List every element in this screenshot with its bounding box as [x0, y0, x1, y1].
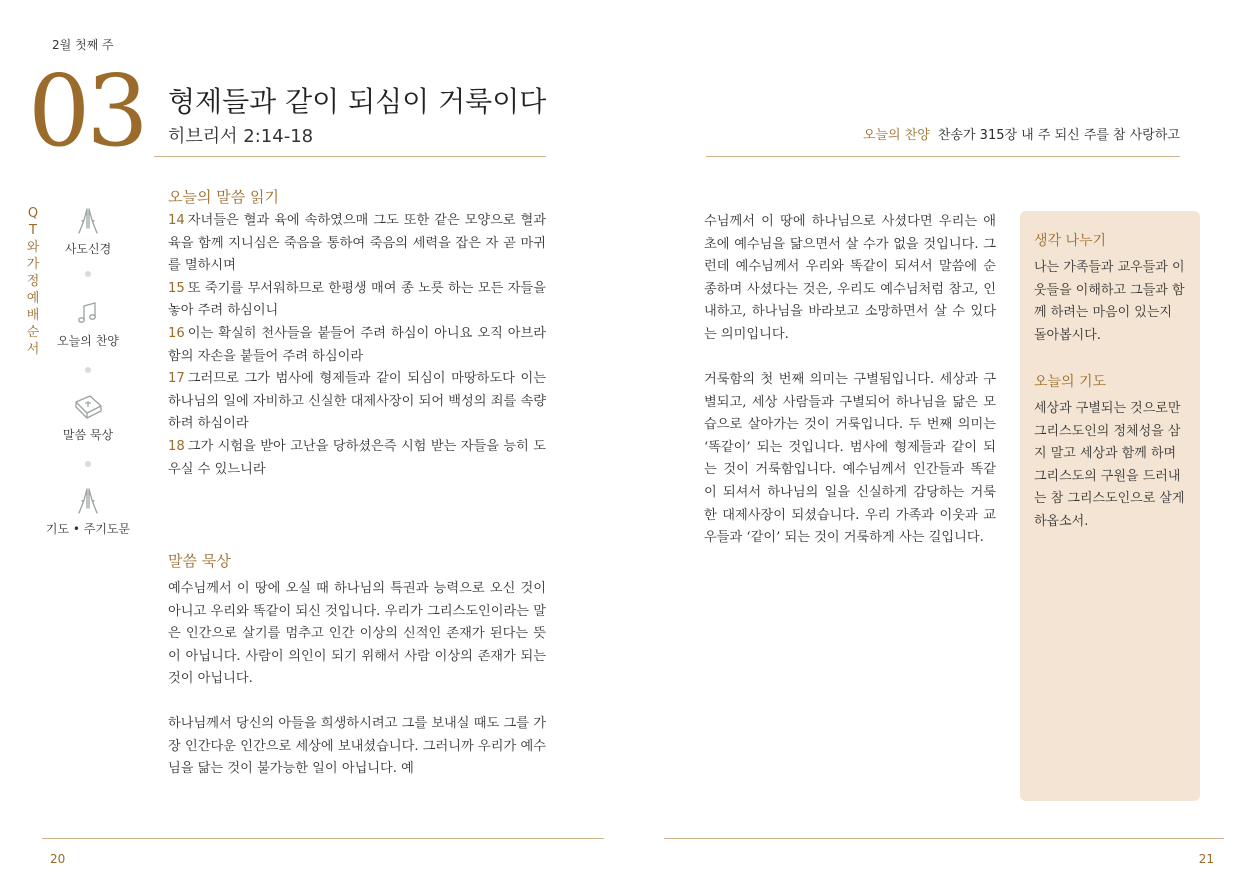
verse-text: 그가 시험을 받아 고난을 당하셨은즉 시험 받는 자들을 능히 도우실 수 있느니라 [168, 438, 546, 477]
share-heading: 생각 나누기 [1034, 233, 1107, 249]
verse-number: 17 [168, 371, 185, 387]
verse-number: 18 [168, 438, 185, 454]
meditation-paragraph: 수님께서 이 땅에 하나님으로 사셨다면 우리는 애초에 예수님을 닮으면서 살 수가 없을 것입니다. 그런데 예수님께서 우리와 똑같이 되셔서 말씀에 순종하며 사셨다는 것은, 우리도 예수님처럼 참고, 인내하고, 하나님을 바라보고 소망하면서 살 수 있다는 의미입니다. [704, 214, 996, 342]
meditation-paragraph: 예수님께서 이 땅에 오실 때 하나님의 특권과 능력으로 오신 것이 아니고 우리와 똑같이 되신 것입니다. 우리가 그리스도인이라는 말은 인간으로 살기를 멈추고 인간 이상의 신적인 존재가 된다는 뜻이 아닙니다. 사람이 의인이 되기 위해서 사람 이상의 존재가 되는 것이 아닙니다. [168, 581, 546, 687]
verse [168, 278, 546, 323]
sidebar-item-meditation [38, 392, 138, 443]
sidebar-item-label: 기도 • 주기도문 [45, 522, 131, 536]
page-number-right: 21 [1198, 852, 1214, 866]
verse [168, 323, 546, 368]
hymn-label: 오늘의 찬양 [862, 128, 930, 143]
prayer-heading: 오늘의 기도 [1034, 374, 1107, 390]
week-label: 2월 첫째 주 [52, 38, 114, 52]
verse-number: 14 [168, 213, 185, 228]
verse-text: 자녀들은 혈과 육에 속하였으매 그도 또한 같은 모양으로 혈과 육을 함께 지니심은 죽음을 통하여 죽음의 세력을 잡은 자 곧 마귀를 멸하시며 [168, 213, 546, 274]
sidebar-item-prayer [38, 486, 138, 537]
page-number-left: 20 [50, 852, 66, 866]
praying-hands-icon [73, 206, 103, 236]
meditation-heading: 말씀 묵상 [168, 552, 231, 570]
reading-verses [168, 210, 546, 481]
header-rule-right [706, 156, 1180, 157]
verse-number: 15 [168, 280, 185, 296]
hymn-text: 찬송가 315장 내 주 되신 주를 참 사랑하고 [937, 128, 1180, 143]
music-note-icon [73, 298, 103, 328]
verse-text: 그러므로 그가 범사에 형제들과 같이 되심이 마땅하도다 이는 하나님의 일에 자비하고 신실한 대제사장이 되어 백성의 죄를 속량하려 하심이라 [168, 371, 546, 432]
day-number: 03 [28, 55, 145, 169]
verse [168, 368, 546, 436]
sidebar-item-label: 오늘의 찬양 [57, 334, 119, 348]
reading-heading: 오늘의 말씀 읽기 [168, 188, 279, 206]
meditation-paragraph: 거룩함의 첫 번째 의미는 구별됨입니다. 세상과 구별되고, 세상 사람들과 구별되어 하나님을 닮은 모습으로 살아가는 것이 거룩입니다. 두 번째 의미는 ‘똑같이’ 되는 것입니다. 범사에 형제들과 같이 되는 것이 거룩함입니다. 예수님께서 인간들과 똑같이 되셔서 하나님의 일을 신실하게 감당하는 거룩한 대제사장이 되셨습니다. 우리 가족과 이웃과 교우들과 ‘같이’ 되는 것이 거룩하게 사는 길입니다. [704, 372, 996, 546]
verse-text: 이는 확실히 천사들을 붙들어 주려 하심이 아니요 오직 아브라함의 자손을 붙들어 주려 하심이라 [168, 325, 546, 364]
sidebar-dot [85, 461, 91, 467]
bible-icon [72, 392, 104, 422]
hymn-line [863, 124, 1180, 143]
header-rule-left [154, 156, 546, 157]
sidebar-item-label: 사도신경 [64, 242, 112, 256]
meditation-paragraph: 하나님께서 당신의 아들을 희생하시려고 그를 보내실 때도 그를 가장 인간다운 인간으로 세상에 보내셨습니다. 그러니까 우리가 예수님을 닮는 것이 불가능한 일이 아닙니다. 예 [168, 716, 546, 777]
footer-rule-left [42, 838, 604, 839]
share-text: 나는 가족들과 교우들과 이웃들을 이해하고 그들과 함께 하려는 마음이 있는지 돌아봅시다. [1034, 260, 1185, 343]
sidebar-item-hymn [38, 298, 138, 349]
sidebar-item-label: 말씀 묵상 [62, 428, 114, 442]
sidebar-dot [85, 271, 91, 277]
verse-number: 16 [168, 325, 185, 341]
page-title: 형제들과 같이 되심이 거룩이다 [168, 85, 547, 118]
sidebar-dot [85, 367, 91, 373]
scripture-reference: 히브리서 2:14-18 [168, 126, 314, 147]
prayer-text: 세상과 구별되는 것으로만 그리스도인의 정체성을 삼지 말고 세상과 함께 하며 그리스도의 구원을 드러내는 참 그리스도인으로 살게 하옵소서. [1034, 401, 1185, 529]
sidebar-vertical-title: QT와 가정예배 순서 [26, 206, 40, 357]
praying-hands-icon [73, 486, 103, 516]
verse-text: 또 죽기를 무서워하므로 한평생 매여 종 노릇 하는 모든 자들을 놓아 주려 하심이니 [168, 280, 546, 319]
verse [168, 436, 546, 481]
sidebar-item-creed [38, 206, 138, 257]
footer-rule-right [664, 838, 1224, 839]
verse [168, 210, 546, 278]
